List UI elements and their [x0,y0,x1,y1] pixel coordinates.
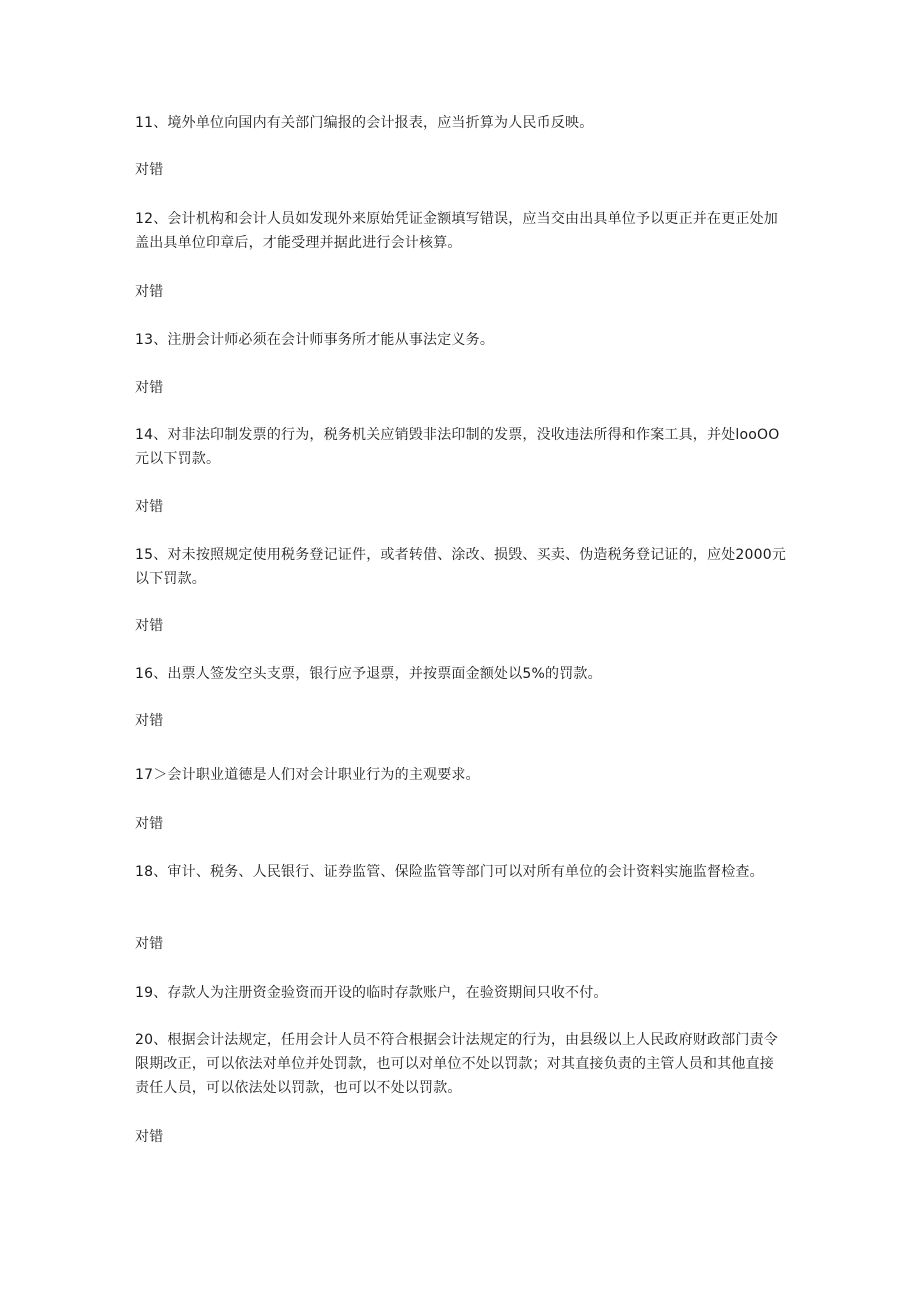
question-20: 20、根据会计法规定，任用会计人员不符合根据会计法规定的行为，由县级以上人民政府财政部门责令限期改正，可以依法对单位并处罚款，也可以对单位不处以罚款；对其直接负责的主管人员和其他直接责任人员，可以依法处以罚款，也可以不处以罚款。 [135,1032,779,1096]
question-12: 12、会计机构和会计人员如发现外来原始凭证金额填写错误，应当交由出具单位予以更正并在更正处加盖出具单位印章后，才能受理并据此进行会计核算。 [135,211,779,251]
answer-options-12: 对错 [135,284,164,300]
question-15: 15、对未按照规定使用税务登记证件，或者转借、涂改、损毁、买卖、伪造税务登记证的，应处2000元以下罚款。 [135,547,787,587]
question-16: 16、出票人签发空头支票，银行应予退票，并按票面金额处以5%的罚款。 [135,666,602,682]
answer-options-17: 对错 [135,816,164,832]
question-19: 19、存款人为注册资金验资而开设的临时存款账户，在验资期间只收不付。 [135,985,608,1001]
answer-options-13: 对错 [135,380,164,396]
answer-options-20: 对错 [135,1129,164,1145]
question-11: 11、境外单位向国内有关部门编报的会计报表，应当折算为人民币反映。 [135,115,594,131]
question-13: 13、注册会计师必须在会计师事务所才能从事法定义务。 [135,332,495,348]
question-18: 18、审计、税务、人民银行、证券监管、保险监管等部门可以对所有单位的会计资料实施监督检查。 [135,864,764,880]
answer-options-14: 对错 [135,499,164,515]
answer-options-16: 对错 [135,713,164,729]
answer-options-18: 对错 [135,936,164,952]
answer-options-15: 对错 [135,618,164,634]
question-14: 14、对非法印制发票的行为，税务机关应销毁非法印制的发票，没收违法所得和作案工具，并处looOO元以下罚款。 [135,427,780,467]
answer-options-11: 对错 [135,162,164,178]
question-17: 17＞会计职业道德是人们对会计职业行为的主观要求。 [135,767,480,783]
